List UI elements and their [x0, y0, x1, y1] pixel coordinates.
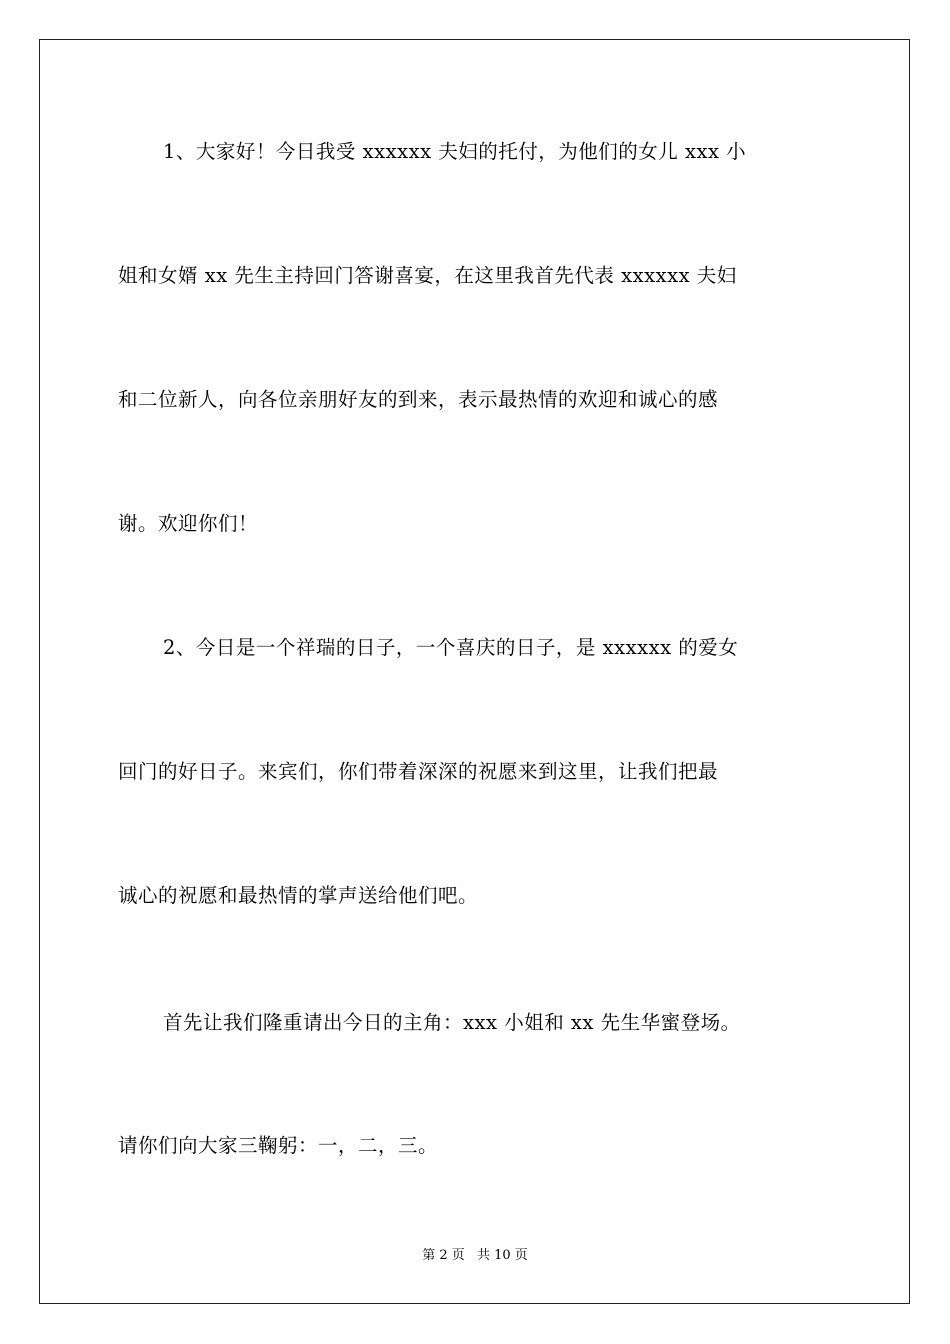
- paragraph-1-line-3: 和二位新人，向各位亲朋好友的到来，表示最热情的欢迎和诚心的感: [118, 388, 719, 411]
- paragraph-3-line-2: 请你们向大家三鞠躬：一，二，三。: [118, 1134, 439, 1157]
- paragraph-3-line-1: 首先让我们隆重请出今日的主角：xxx 小姐和 xx 先生华蜜登场。: [163, 1011, 741, 1034]
- paragraph-1-line-2: 姐和女婿 xx 先生主持回门答谢喜宴，在这里我首先代表 xxxxxx 夫妇: [118, 264, 737, 287]
- paragraph-2-line-2: 回门的好日子。来宾们，你们带着深深的祝愿来到这里，让我们把最: [118, 760, 719, 783]
- paragraph-2-line-1: 2、今日是一个祥瑞的日子，一个喜庆的日子，是 xxxxxx 的爱女: [163, 636, 739, 659]
- paragraph-1-line-1: 1、大家好！今日我受 xxxxxx 夫妇的托付，为他们的女儿 xxx 小: [163, 140, 747, 163]
- paragraph-1-line-4: 谢。欢迎你们！: [118, 512, 259, 535]
- page-frame: [39, 39, 910, 1304]
- page-number: 第 2 页: [422, 1248, 465, 1263]
- page-footer: [0, 1248, 950, 1264]
- page-total: 共 10 页: [476, 1248, 528, 1263]
- paragraph-2-line-3: 诚心的祝愿和最热情的掌声送给他们吧。: [118, 884, 479, 907]
